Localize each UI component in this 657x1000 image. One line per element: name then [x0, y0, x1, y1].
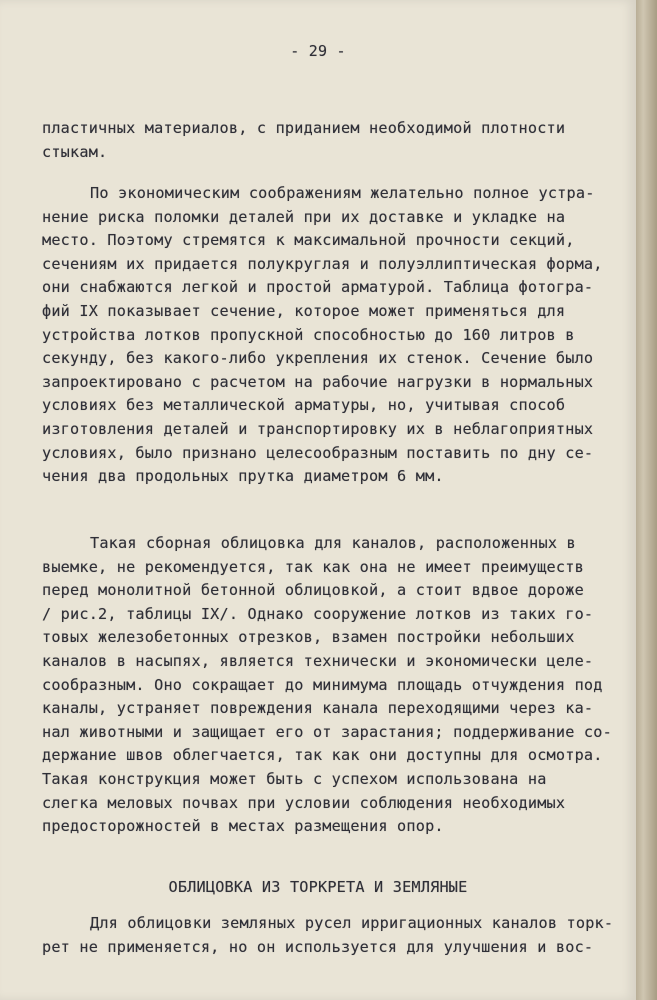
text-line: фий IX показывает сечение, которое может применяться для: [42, 301, 566, 320]
text-line: держание швов облегчается, так как они доступны для осмотра.: [42, 746, 603, 765]
paragraph-continuation: [42, 117, 614, 164]
text-line: пластичных материалов, с приданием необходимой плотности: [42, 119, 566, 137]
binding-edge: [636, 0, 657, 1000]
text-line: каналов в насыпях, является технически и экономически целе-: [42, 651, 594, 670]
section-heading: ОБЛИЦОВКА ИЗ ТОРКРЕТА И ЗЕМЛЯНЫЕ: [168, 878, 468, 896]
text-line: Такая конструкция может быть с успехом использована на: [42, 769, 547, 788]
text-line: предосторожностей в местах размещения опор.: [42, 817, 444, 836]
text-line: Для облицовки земляных русел ирригационных каналов торк-: [90, 914, 614, 932]
text-line: сообразным. Оно сокращает до минимума площадь отчуждения под: [42, 675, 603, 694]
text-line: Такая сборная облицовка для каналов, расположенных в: [90, 534, 576, 552]
text-line: выемке, не рекомендуется, так как она не имеет преимуществ: [42, 557, 584, 576]
text-line: условиях, было признано целесообразным поставить по дну се-: [42, 443, 594, 462]
text-line: изготовления деталей и транспортировку их в неблагоприятных: [42, 419, 594, 438]
text-line: условиях без металлической арматуры, но, учитывая способ: [42, 396, 566, 415]
text-line: рет не применяется, но он используется для улучшения и вос-: [42, 937, 594, 956]
text-line: каналы, устраняет повреждения канала переходящими через ка-: [42, 699, 594, 718]
text-line: сечениям их придается полукруглая и полуэллиптическая форма,: [42, 254, 603, 273]
paragraph-prefab-lining: [42, 532, 614, 839]
text-line: По экономическим соображениям желательно полное устра-: [90, 184, 595, 202]
paragraph-torcrete: [42, 912, 614, 959]
text-line: / рис.2, таблицы IX/. Однако сооружение лотков из таких го-: [42, 604, 594, 623]
text-line: товых железобетонных отрезков, взамен постройки небольших: [42, 628, 575, 647]
text-line: нал животными и защищает его от зарастания; поддерживание со-: [42, 722, 612, 741]
text-line: устройства лотков пропускной способностью до 160 литров в: [42, 325, 575, 344]
paragraph-economic-considerations: [42, 182, 614, 489]
text-line: чения два продольных прутка диаметром 6 мм.: [42, 467, 444, 486]
text-line: слегка меловых почвах при условии соблюдения необходимых: [42, 793, 566, 812]
text-line: секунду, без какого-либо укрепления их стенок. Сечение было: [42, 349, 594, 368]
text-line: стыкам.: [42, 142, 108, 161]
page-number: - 29 -: [290, 42, 346, 60]
text-line: нение риска поломки деталей при их доставке и укладке на: [42, 207, 566, 226]
text-line: перед монолитной бетонной облицовкой, а стоит вдвое дороже: [42, 581, 584, 600]
text-line: место. Поэтому стремятся к максимальной прочности секций,: [42, 231, 575, 250]
text-line: запроектировано с расчетом на рабочие нагрузки в нормальных: [42, 372, 594, 391]
text-line: они снабжаются легкой и простой арматурой. Таблица фотогра-: [42, 278, 594, 297]
